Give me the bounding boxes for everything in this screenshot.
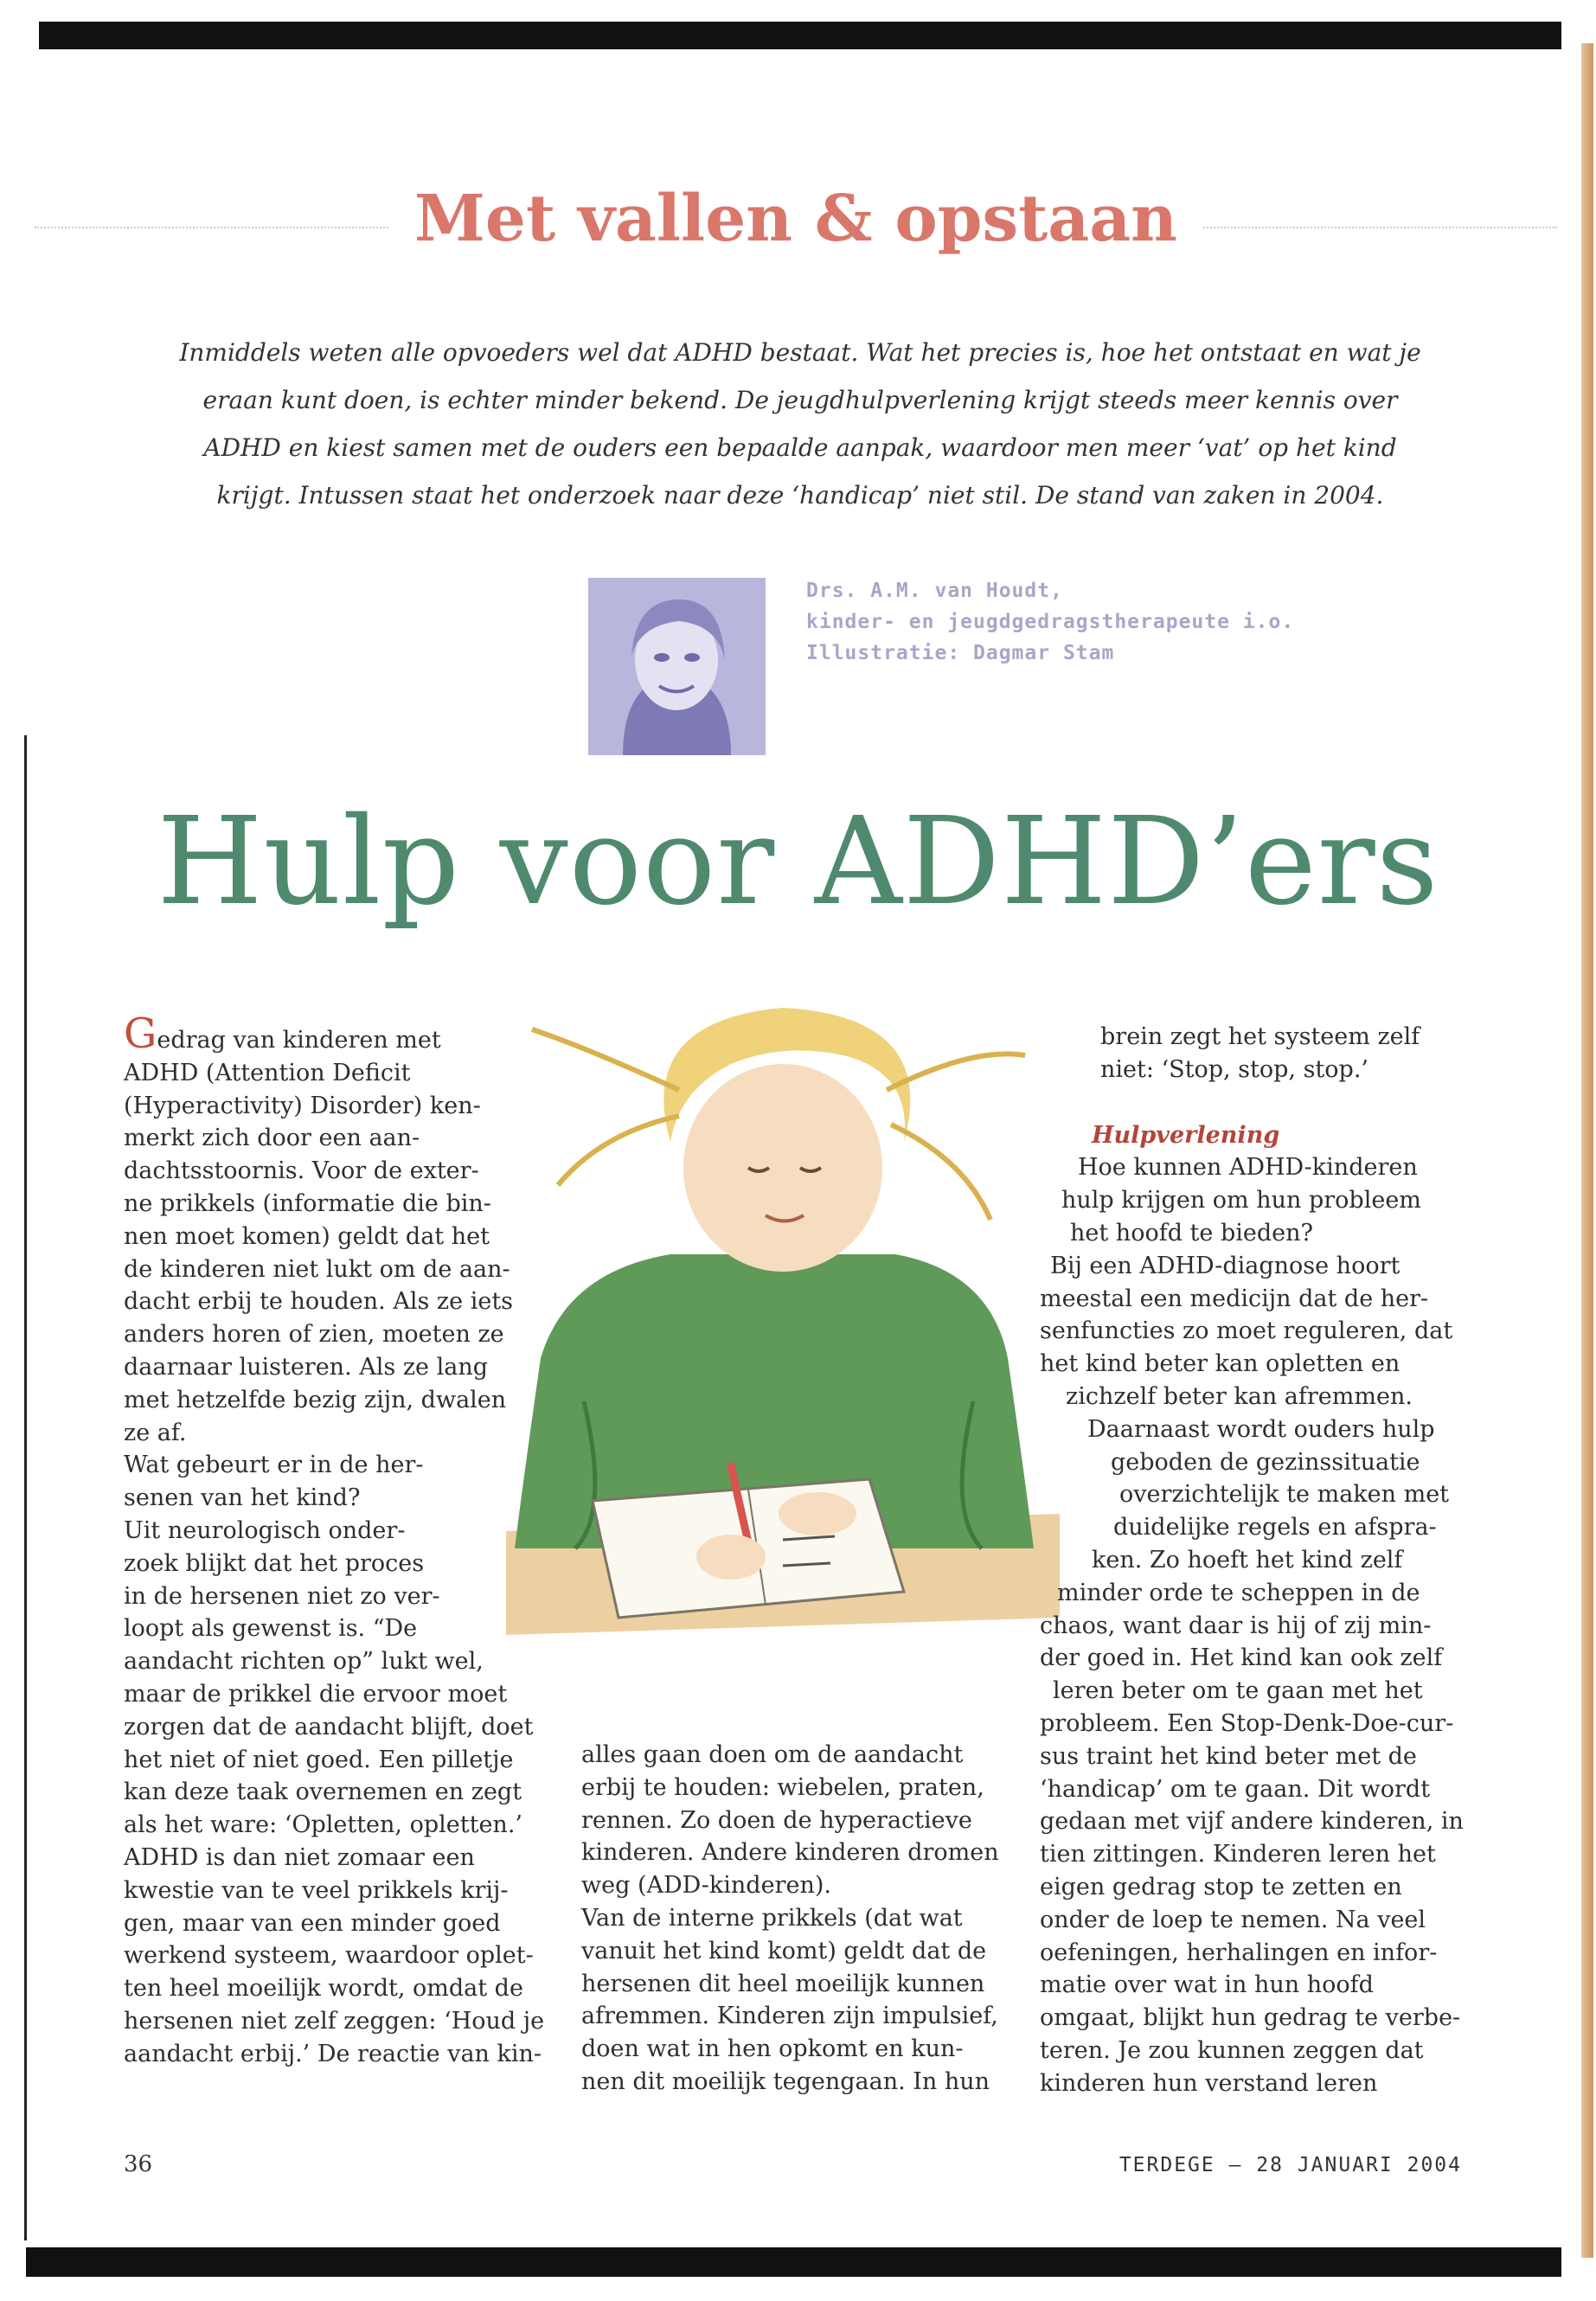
col2-line: alles gaan doen om de aandacht — [581, 1741, 964, 1768]
col3-line: zichzelf beter kan afremmen. — [1066, 1382, 1413, 1410]
col3-line: niet: ‘Stop, stop, stop.’ — [1100, 1055, 1368, 1083]
author-photo — [588, 578, 766, 755]
col3-line: teren. Je zou kunnen zeggen dat — [1040, 2036, 1424, 2064]
col3-line: Daarnaast wordt ouders hulp — [1087, 1415, 1435, 1443]
column-2 — [581, 1739, 1014, 2099]
col3-line: probleem. Een Stop-Denk-Doe-cur- — [1040, 1709, 1454, 1737]
col1-line: zorgen dat de aandacht blijft, doet — [124, 1713, 534, 1740]
col3-line: duidelijke regels en afspra- — [1113, 1514, 1437, 1541]
top-scan-bar — [39, 22, 1561, 49]
col3-line: onder de loep te nemen. Na veel — [1040, 1906, 1426, 1933]
col3-line: matie over wat in hun hoofd — [1040, 1971, 1374, 1999]
col3-line: overzichtelijk te maken met — [1119, 1481, 1450, 1509]
col3-line: het kind beter kan opletten en — [1040, 1350, 1401, 1378]
col2-line: doen wat in hen opkomt en kun- — [581, 2035, 964, 2063]
col1-line: aandacht richten op” lukt wel, — [124, 1648, 484, 1676]
kicker-section — [35, 182, 1557, 268]
byline-author: Drs. A.M. van Houdt, — [806, 580, 1063, 602]
col2-line: erbij te houden: wiebelen, praten, — [581, 1773, 984, 1801]
col2-line: weg (ADD-kinderen). — [581, 1872, 831, 1900]
col2-line: nen dit moeilijk tegengaan. In hun — [581, 2067, 990, 2095]
col3-spacer — [1040, 1086, 1472, 1119]
intro-paragraph: Inmiddels weten alle opvoeders wel dat ADHD bestaat. Wat het precies is, hoe het ontstaat en wat je eraan kunt doen, is echter minder bekend. De jeugdhulpverlening krijgt steeds meer kennis over ADHD en kiest samen met de ouders een bepaalde aanpak, waardoor men meer ‘vat’ op het kind krijgt. Intussen staat het onderzoek naar deze ‘handicap’ niet stil. De stand van zaken in 2004. — [179, 338, 1421, 510]
col2-line: kinderen. Andere kinderen dromen — [581, 1839, 999, 1867]
col3-line: Bij een ADHD-diagnose hoort — [1050, 1252, 1401, 1279]
byline-illustration: Illustratie: Dagmar Stam — [806, 642, 1115, 664]
subhead-hulpverlening: Hulpverlening — [1092, 1121, 1280, 1149]
col1-line: daarnaar luisteren. Als ze lang — [124, 1353, 489, 1381]
col1-line: ADHD is dan niet zomaar een — [124, 1843, 475, 1871]
col3-line: kinderen hun verstand leren — [1040, 2069, 1378, 2097]
col1-line: merkt zich door een aan- — [124, 1125, 420, 1152]
col1-line: kwestie van te veel prikkels krij- — [124, 1876, 509, 1904]
col1-line: met hetzelfde bezig zijn, dwalen — [124, 1386, 507, 1413]
col3-line: oefeningen, herhalingen en infor- — [1040, 1939, 1438, 1966]
kicker-title: Met vallen & opstaan — [35, 182, 1557, 256]
headline: Hulp voor ADHD’ers — [157, 792, 1439, 933]
col1-line: senen van het kind? — [124, 1484, 361, 1512]
col1-line: werkend systeem, waardoor oplet- — [124, 1942, 534, 1970]
col1-line: als het ware: ‘Opletten, opletten.’ — [124, 1811, 522, 1839]
col1-line: dachtsstoornis. Voor de exter- — [124, 1157, 479, 1185]
col1-line: zoek blijkt dat het proces — [124, 1549, 425, 1577]
col3-line: eigen gedrag stop te zetten en — [1040, 1873, 1402, 1900]
col3-line: tien zittingen. Kinderen leren het — [1040, 1841, 1436, 1868]
col1-line: nen moet komen) geldt dat het — [124, 1222, 490, 1250]
col2-line: vanuit het kind komt) geldt dat de — [581, 1937, 987, 1965]
col3-line: Hoe kunnen ADHD-kinderen — [1078, 1154, 1418, 1182]
col1-line: maar de prikkel die ervoor moet — [124, 1680, 508, 1708]
col3-line: chaos, want daar is hij of zij min- — [1040, 1612, 1432, 1639]
page-left-edge — [24, 735, 27, 2240]
col1-line: loopt als gewenst is. “De — [124, 1615, 418, 1643]
col1-line: het niet of niet goed. Een pilletje — [124, 1746, 514, 1773]
col2-line: rennen. Zo doen de hyperactieve — [581, 1806, 972, 1834]
col2-line: Van de interne prikkels (dat wat — [581, 1904, 963, 1932]
col3-line: senfuncties zo moet reguleren, dat — [1040, 1317, 1453, 1345]
bottom-scan-bar — [26, 2247, 1561, 2277]
col3-line: minder orde te scheppen in de — [1057, 1579, 1420, 1606]
col3-line: het hoofd te bieden? — [1070, 1219, 1313, 1247]
col2-line: afremmen. Kinderen zijn impulsief, — [581, 2003, 998, 2030]
publication-footer: TERDEGE – 28 JANUARI 2004 — [1118, 2154, 1462, 2176]
page-right-edge — [1581, 43, 1593, 2258]
child-writing-illustration — [506, 995, 1060, 1721]
byline-role: kinder- en jeugdgedragstherapeute i.o. — [806, 611, 1295, 633]
col3-line: ken. Zo hoeft het kind zelf — [1092, 1546, 1403, 1574]
col1-line: kan deze taak overnemen en zegt — [124, 1779, 522, 1806]
col3-line: brein zegt het systeem zelf — [1100, 1023, 1420, 1050]
col3-line: gedaan met vijf andere kinderen, in — [1040, 1808, 1464, 1836]
col1-first-line: Gedrag van kinderen met — [124, 1009, 441, 1058]
col1-line: (Hyperactivity) Disorder) ken- — [124, 1092, 481, 1119]
col1-line: ne prikkels (informatie die bin- — [124, 1189, 491, 1217]
col1-line: dacht erbij te houden. Als ze iets — [124, 1288, 514, 1316]
col3-line: geboden de gezinssituatie — [1111, 1448, 1420, 1476]
page-number: 36 — [124, 2151, 153, 2177]
col1-line: de kinderen niet lukt om de aan- — [124, 1255, 510, 1283]
column-3 — [1040, 1021, 1472, 2100]
column-1 — [124, 1009, 545, 2071]
col1-line: ten heel moeilijk wordt, omdat de — [124, 1975, 523, 2003]
col1-line: in de hersenen niet zo ver- — [124, 1582, 440, 1610]
col3-line: hulp krijgen om hun probleem — [1061, 1187, 1421, 1215]
col1-line: hersenen niet zelf zeggen: ‘Houd je — [124, 2007, 545, 2035]
col1-line: ADHD (Attention Deficit — [124, 1059, 411, 1086]
dropcap: G — [124, 1009, 157, 1058]
col3-line: ‘handicap’ om te gaan. Dit wordt — [1040, 1775, 1431, 1803]
col3-line: leren beter om te gaan met het — [1053, 1677, 1423, 1705]
col2-line: hersenen dit heel moeilijk kunnen — [581, 1970, 985, 1997]
col1-line: Wat gebeurt er in de her- — [124, 1452, 424, 1479]
col1-line: ze af. — [124, 1419, 187, 1446]
col3-line: sus traint het kind beter met de — [1040, 1742, 1417, 1770]
col3-line: omgaat, blijkt hun gedrag te verbe- — [1040, 2004, 1461, 2032]
col3-line: meestal een medicijn dat de her- — [1040, 1285, 1429, 1312]
col1-line: Uit neurologisch onder- — [124, 1516, 406, 1544]
col1-line: anders horen of zien, moeten ze — [124, 1321, 504, 1349]
byline — [806, 575, 1412, 669]
col1-line: gen, maar van een minder goed — [124, 1909, 501, 1937]
col3-line: der goed in. Het kind kan ook zelf — [1040, 1644, 1443, 1672]
col1-line: aandacht erbij.’ De reactie van kin- — [124, 2040, 542, 2067]
